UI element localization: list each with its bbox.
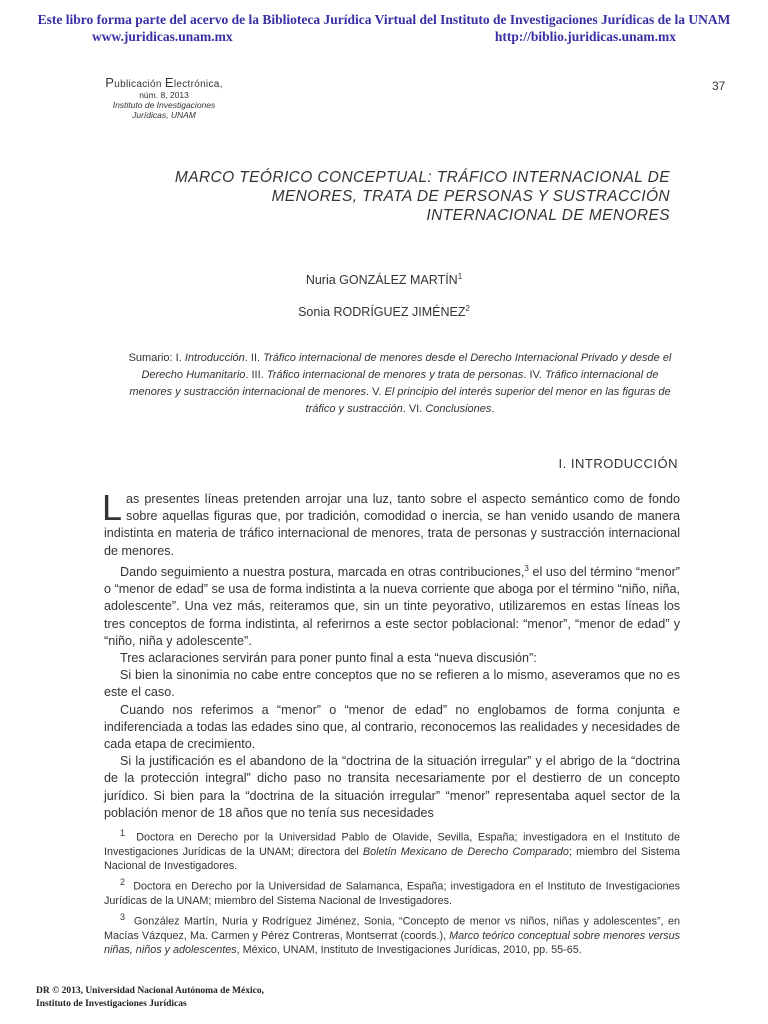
drop-cap: L: [102, 487, 123, 528]
author-2: Sonia RODRÍGUEZ JIMÉNEZ$^2$: [298, 304, 470, 320]
publication-name: Publicación Electrónica,: [105, 75, 223, 90]
paragraph: Si la justificación es el abandono de la “doctrina de la situación irregular” y el abrigo de la “doctrina de la protección integral” dicho paso no transita necesariamente por el destierro de un concepto jurídico. Si bien para la “doctrina de la situación irregular” “menor” representaba aquel sector de la población menor de 18 años que no tenía sus necesidades: [104, 754, 680, 820]
institute-line-1: Instituto de Investigaciones: [112, 100, 216, 110]
copyright-notice: DR © 2013, Universidad Nacional Autónoma de México, Instituto de Investigaciones Jurídicas: [36, 986, 264, 1009]
footnote-ref: 2: [465, 304, 470, 313]
page-number: 37: [712, 79, 726, 93]
footnote-1: $^1$ Doctora en Derecho por la Universidad Pablo de Olavide, Sevilla, España; investigadora en el Instituto de Investigaciones Jurídicas de la UNAM; directora del Boletín Mexicano de Derecho Comparado; miembro del Sistema Nacional de Investigadores.: [104, 828, 681, 872]
paragraph: Cuando nos referimos a “menor” o “menor de edad” no englobamos de forma conjunta e indiferenciada a todas las edades sino que, al contrario, reconocemos las realidades y necesidades de cada etapa de crecimiento.: [104, 702, 680, 752]
paragraph: Dando seguimiento a nuestra postura, marcada en otras contribuciones,$^3$ el uso del término “menor” o “menor de edad” se usa de forma indistinta a la nueva corriente que aboga por el término “niño, niña, adolescente”. Una vez más, reiteramos que, sin un tinte peyorativo, utilizaremos en estas líneas los tres conceptos de forma indistinta, al referirnos a este sector poblacional: “menor”, “menor de edad” y “niño, niña y adolescente”.: [104, 563, 680, 648]
author-1: Nuria GONZÁLEZ MARTÍN$^1$: [305, 272, 463, 288]
paragraph: Las presentes líneas pretenden arrojar una luz, tanto sobre el aspecto semántico como de fondo sobre aquellas figuras que, por tradición, comodidad o inercia, se han venido usando de manera indistinta en materia de tráfico internacional de menores, trata de personas y sustracción internacional de menores.: [102, 487, 680, 558]
paragraph: Tres aclaraciones servirán para poner punto final a esta “nueva discusión”:: [120, 651, 537, 666]
footnotes: [104, 826, 680, 959]
library-banner: Este libro forma parte del acervo de la Biblioteca Jurídica Virtual del Instituto de Investigaciones Jurídicas de la UNAM: [37, 12, 731, 27]
footnote-ref: 1: [457, 272, 463, 281]
paragraph: Si bien la sinonimia no cabe entre conceptos que no se refieren a lo mismo, aseveramos que no es este el caso.: [104, 668, 680, 700]
publication-info: [104, 75, 224, 120]
footnote-3: $^3$ González Martín, Nuria y Rodríguez Jiménez, Sonia, “Concepto de menor vs niños, niñas y adolescentes”, en Macías Vázquez, Ma. Carmen y Pérez Contreras, Montserrat (coords.), Marco teórico conceptual sobre menores versus niñas, niños y adolescentes, México, UNAM, Instituto de Investigaciones Jurídicas, 2010, pp. 55-65.: [104, 912, 681, 957]
biblio-link[interactable]: http://biblio.juridicas.unam.mx: [494, 29, 676, 44]
juridicas-link[interactable]: www.juridicas.unam.mx: [92, 29, 233, 44]
publication-number: núm. 8, 2013: [139, 90, 189, 100]
institute-line-2: Jurídicas, UNAM: [132, 110, 196, 120]
table-of-contents-summary: Sumario: I. Introducción. II. Tráfico internacional de menores desde el Derecho Internacional Privado y desde el Derecho Humanitario. III. Tráfico internacional de menores y trata de personas. IV. Tráfico internacional de menores y sustracción internacional de menores. V. El principio del interés superior del menor en las figuras de tráfico y sustracción. VI. Conclusiones.: [128, 352, 672, 415]
article-body: [102, 487, 680, 822]
footnote-ref: 3: [524, 563, 529, 573]
section-heading: I. INTRODUCCIÓN: [558, 456, 678, 471]
article-title: MARCO TEÓRICO CONCEPTUAL: TRÁFICO INTERNACIONAL DE MENORES, TRATA DE PERSONAS Y SUSTRACCIÓN INTERNACIONAL DE MENORES: [174, 169, 670, 224]
footnote-2: $^2$ Doctora en Derecho por la Universidad de Salamanca, España; investigadora en el Instituto de Investigaciones Jurídicas de la UNAM; miembro del Sistema Nacional de Investigadores.: [104, 877, 680, 907]
